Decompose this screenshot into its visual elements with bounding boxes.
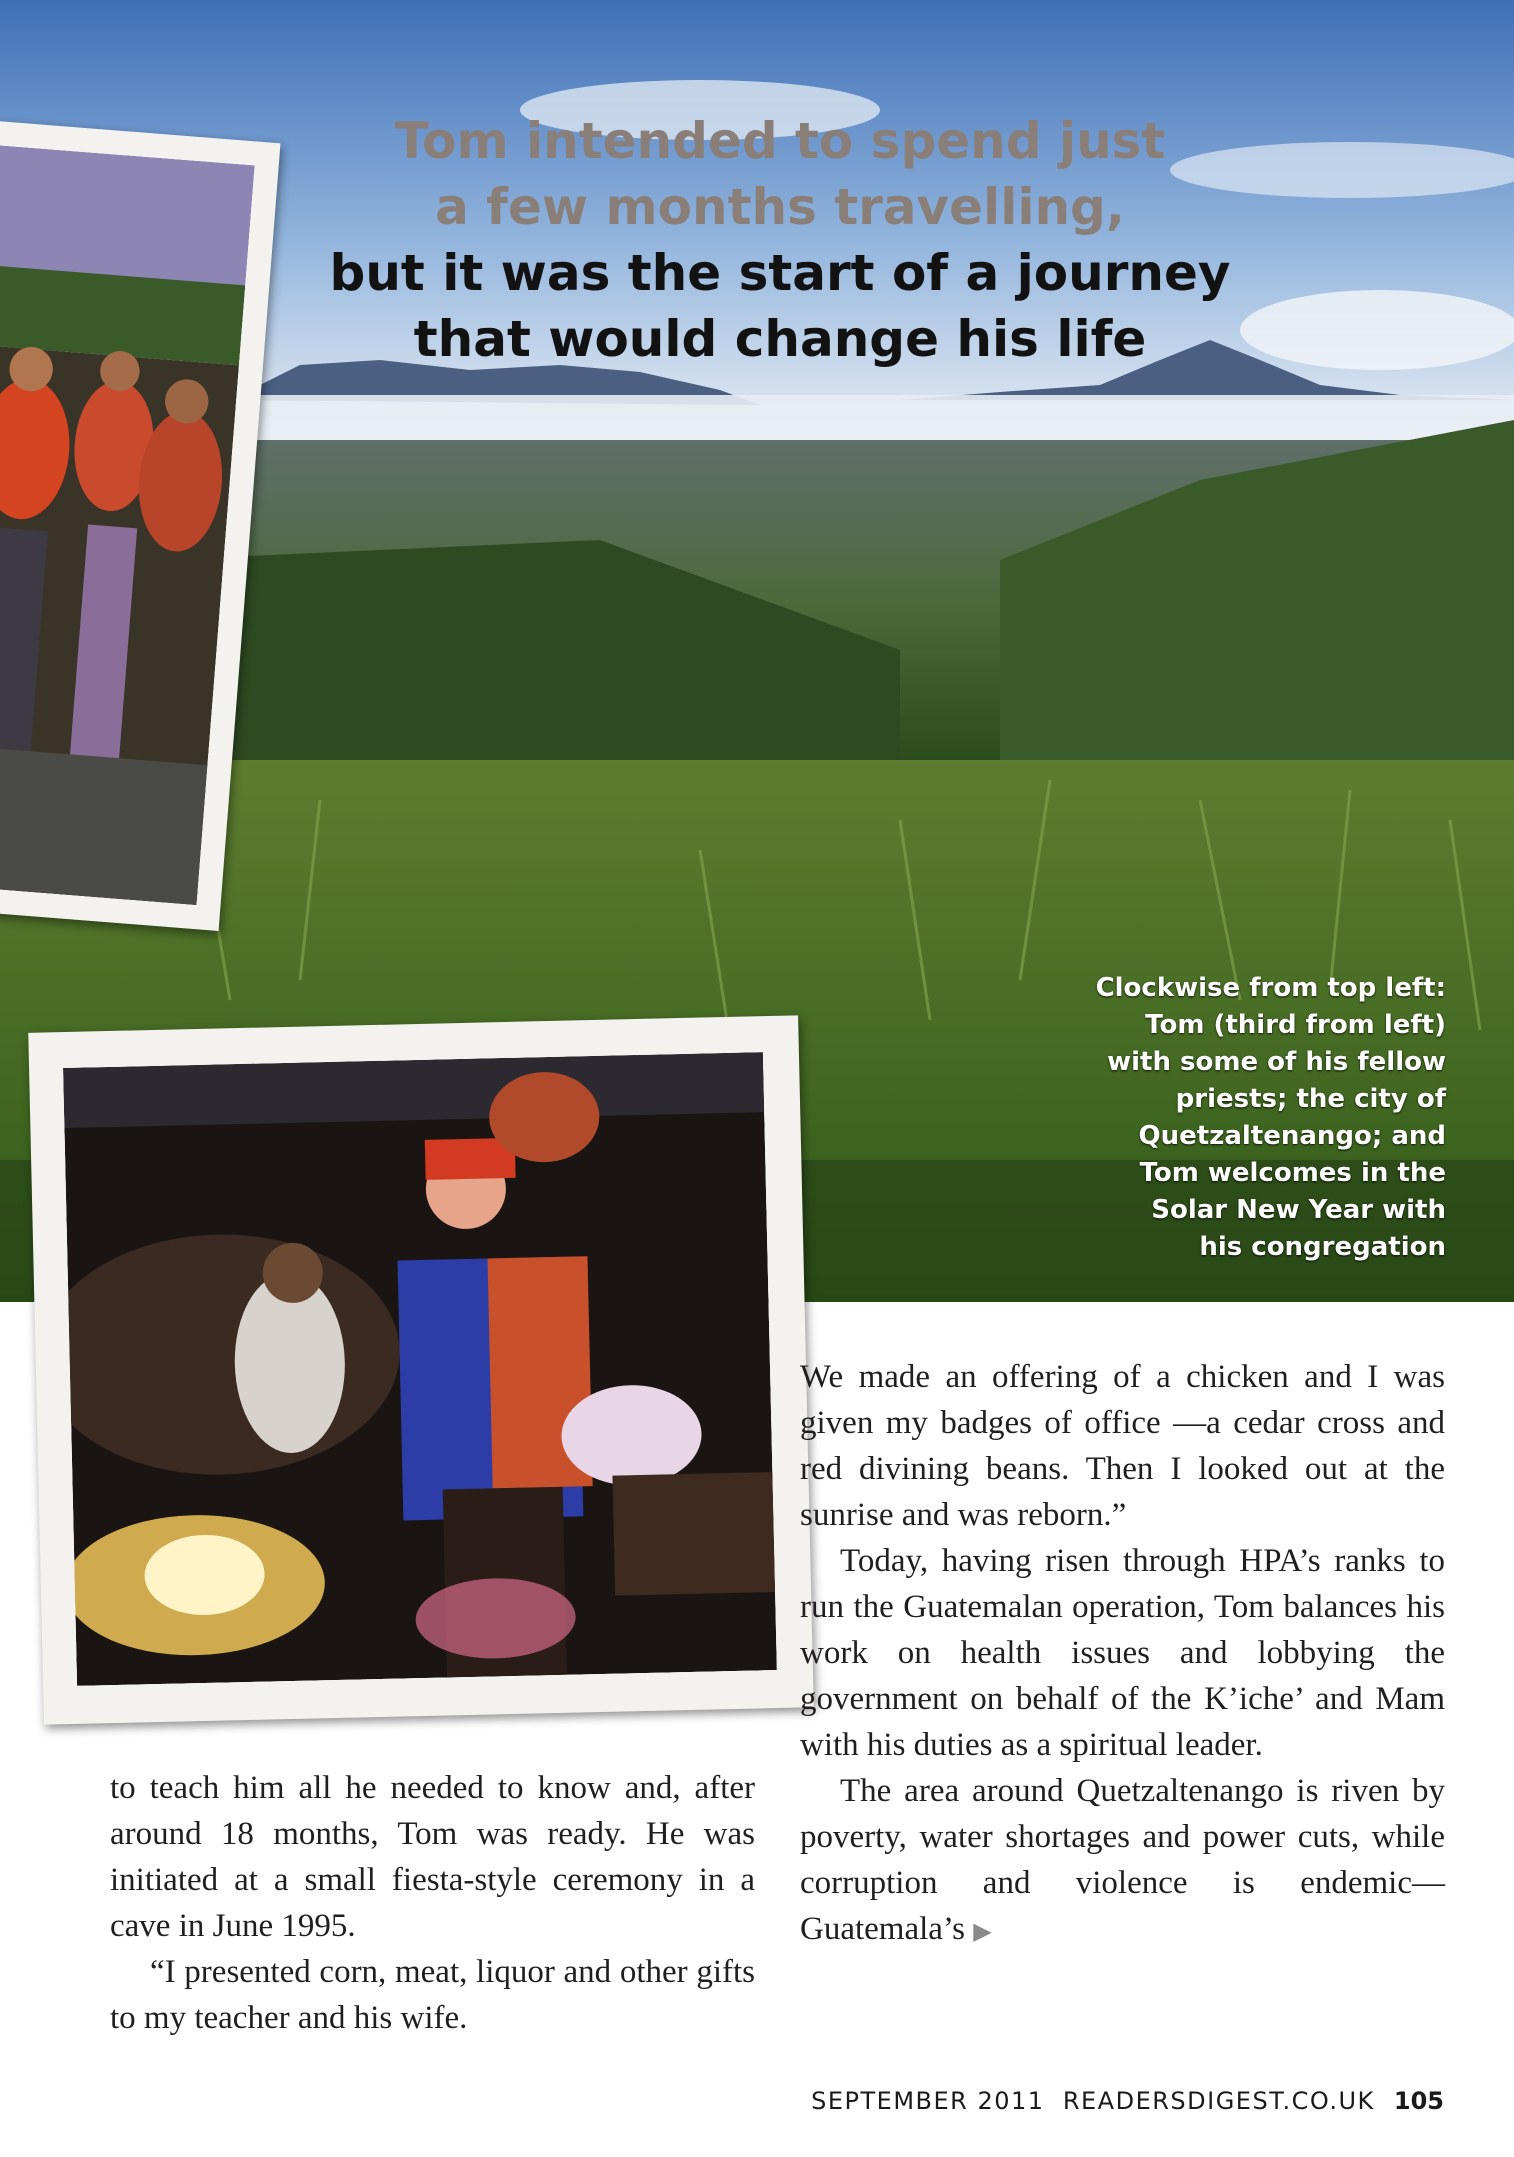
page-footer <box>811 2087 1444 2115</box>
caption-line: Solar New Year with <box>1151 1195 1446 1225</box>
page-number: 105 <box>1393 2087 1444 2115</box>
caption-line: Clockwise from top left: <box>1095 973 1446 1003</box>
caption-line: Tom welcomes in the <box>1139 1158 1446 1188</box>
caption-line: his congregation <box>1199 1232 1446 1262</box>
photo-ceremony <box>63 1052 777 1686</box>
caption-line: priests; the city of <box>1175 1084 1446 1114</box>
caption-line: with some of his fellow <box>1107 1047 1446 1077</box>
paragraph-text: The area around Quetzaltenango is riven by poverty, water shortages and power cuts, while corruption and violence is endemic—Guatemala’s <box>800 1773 1445 1947</box>
paragraph: to teach him all he needed to know and, after around 18 months, Tom was ready. He was initiated at a small fiesta-style ceremony in a cave in June 1995. <box>110 1770 755 1944</box>
headline <box>300 108 1260 372</box>
caption-line: Quetzaltenango; and <box>1138 1121 1446 1151</box>
photo-caption <box>1016 970 1446 1266</box>
paragraph <box>800 1768 1445 1954</box>
body-column-right <box>800 1354 1445 1954</box>
triangle-right-icon: ▶ <box>973 1917 992 1945</box>
headline-line-4: that would change his life <box>413 310 1147 368</box>
body-column-left <box>110 1765 755 2041</box>
photo-ceremony-frame <box>28 1015 814 1724</box>
caption-line: Tom (third from left) <box>1145 1010 1446 1040</box>
paragraph: We made an offering of a chicken and I was given my badges of office —a cedar cross and red divining beans. Then I looked out at the sunrise and was reborn.” <box>800 1359 1445 1533</box>
footer-issue: SEPTEMBER 2011 <box>811 2087 1045 2115</box>
photo-priests <box>0 145 255 906</box>
footer-site: READERSDIGEST.CO.UK <box>1062 2087 1375 2115</box>
headline-line-2: a few months travelling, <box>435 178 1125 236</box>
headline-line-3: but it was the start of a journey <box>329 244 1231 302</box>
paragraph: Today, having risen through HPA’s ranks to run the Guatemalan operation, Tom balances his work on health issues and lobbying the government on behalf of the K’iche’ and Mam with his duties as a spiritual leader. <box>800 1543 1445 1763</box>
paragraph: “I presented corn, meat, liquor and other gifts to my teacher and his wife. <box>110 1954 755 2036</box>
headline-line-1: Tom intended to spend just <box>394 112 1166 170</box>
